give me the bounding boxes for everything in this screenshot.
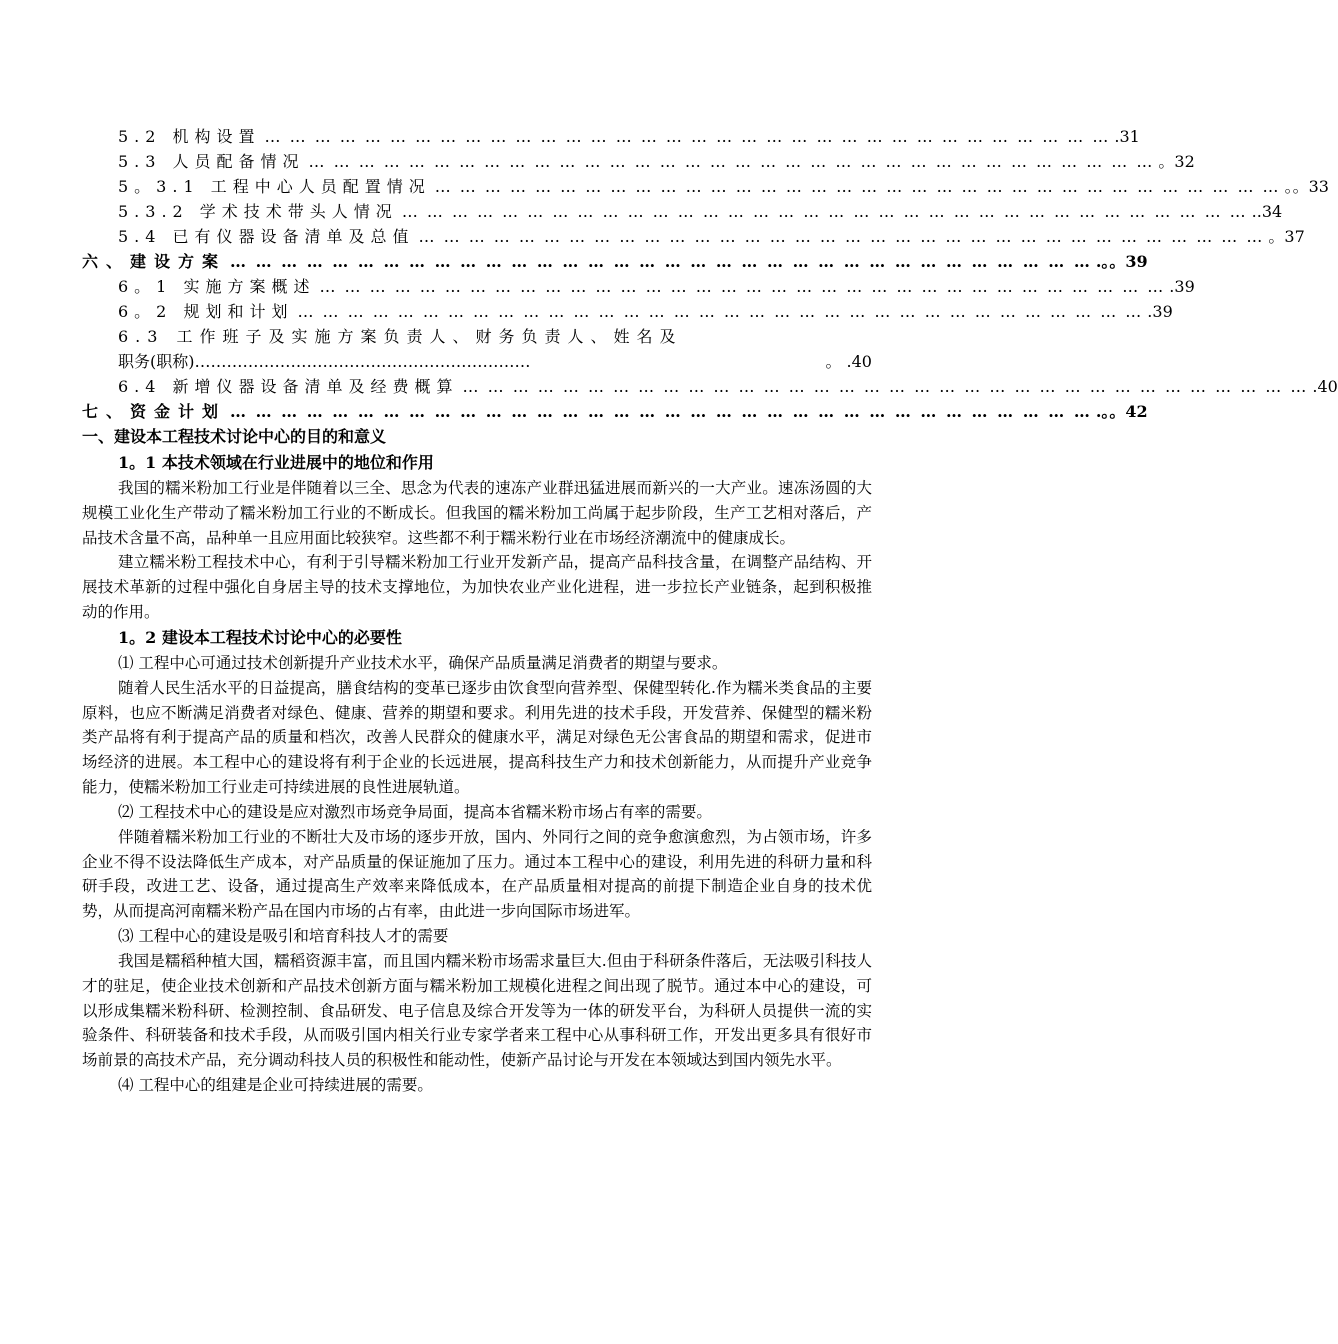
toc-leader-dots: … … … … … … … … … … … … … … … … … … … … … … … … … … … … … … … … … … (462, 377, 1309, 396)
numbered-item-heading: ⑶ 工程中心的建设是吸引和培育科技人才的需要 (118, 926, 449, 945)
paragraph: 我国的糯米粉加工行业是伴随着以三全、思念为代表的速冻产业群迅猛进展而新兴的一大产业。速冻汤圆的大规模工业化生产带动了糯米粉加工行业的不断成长。但我国的糯米粉加工尚属于起步阶段，生产工艺相对落后，产品技术含量不高，品种单一且应用面比较狭窄。这些都不利于糯米粉行业在市场经济潮流中的健康成长。 (82, 479, 872, 547)
toc-entry[interactable] (82, 324, 872, 374)
toc-leader-dots: … … … … … … … … … … … … … … … … … … … … … … … … … … … … … … … … … … (297, 302, 1144, 321)
subsection-heading: 1。1 本技术领域在行业进展中的地位和作用 (118, 453, 434, 472)
toc-entry-page: 。37 (1268, 227, 1305, 246)
toc-entry-page: .39 (1147, 302, 1173, 321)
toc-entry[interactable] (82, 149, 1195, 174)
toc-entry-label: 6。1 实施方案概述 (118, 277, 316, 296)
toc-entry[interactable] (82, 299, 1173, 324)
toc-entry-label: 5.2 机构设置 (118, 127, 261, 146)
paragraph: 随着人民生活水平的日益提高，膳食结构的变革已逐步由饮食型向营养型、保健型转化.作为糯米类食品的主要原料，也应不断满足消费者对绿色、健康、营养的期望和要求。利用先进的技术手段，开发营养、保健型的糯米粉类产品将有利于提高产品的质量和档次，改善人民群众的健康水平，满足对绿色无公害食品的期望和需求，促进市场经济的进展。本工程中心的建设将有利于企业的长远进展，提高科技生产力和技术创新能力，从而提升产业竞争能力，使糯米粉加工行业走可持续进展的良性进展轨道。 (82, 678, 872, 796)
toc-entry[interactable] (82, 374, 1338, 399)
toc-entry-page: .31 (1114, 127, 1140, 146)
toc-leader-dots: … … … … … … … … … … … … … … … … … … … … … … … … … … … … … … … … … … (308, 152, 1155, 171)
toc-entry-label: 5.4 已有仪器设备清单及总值 (118, 227, 415, 246)
toc-entry[interactable] (82, 174, 1329, 199)
toc-entry[interactable] (82, 224, 1305, 249)
numbered-item-heading: ⑷ 工程中心的组建是企业可持续进展的需要。 (118, 1075, 433, 1094)
toc-entry-page: 。 .40 (825, 352, 872, 371)
toc-entry[interactable] (82, 199, 1283, 224)
toc-entry-page: ..34 (1251, 202, 1283, 221)
toc-entry-page: .。。39 (1095, 252, 1148, 271)
toc-entry-label: 6.3 工作班子及实施方案负责人、财务负责人、姓名及 (118, 327, 683, 346)
toc-entry-page: .39 (1169, 277, 1195, 296)
subsection-heading: 1。2 建设本工程技术讨论中心的必要性 (118, 627, 402, 647)
section-heading: 一、建设本工程技术讨论中心的目的和意义 (82, 427, 387, 446)
toc-entry-label: 6。2 规划和计划 (118, 302, 294, 321)
paragraph: 我国是糯稻种植大国，糯稻资源丰富，而且国内糯米粉市场需求量巨大.但由于科研条件落后，无法吸引科技人才的驻足，使企业技术创新和产品技术创新方面与糯米粉加工规模化进程之间出现了脱节。通过本中心的建设，可以形成集糯米粉科研、检测控制、食品研发、电子信息及综合开发等为一体的研发平台，为科研人员提供一流的实验条件、科研装备和技术手段，从而吸引国内相关行业专家学者来工程中心从事科研工作，开发出更多具有很好市场前景的高技术产品，充分调动科技人员的积极性和能动性，使新产品讨论与开发在本领域达到国内领先水平。 (82, 951, 872, 1070)
toc-entry-label: 5。3.1 工程中心人员配置情况 (118, 177, 431, 196)
toc-entry-page: .。。42 (1095, 402, 1148, 421)
toc-entry-label: 六、建设方案 (82, 252, 227, 271)
document-body (82, 424, 872, 1098)
toc-entry-label-continued: 职务(职称)……………………………………………………… (118, 352, 531, 371)
toc-entry-label: 七、资金计划 (82, 402, 227, 421)
toc-entry-label: 5.3 人员配备情况 (118, 152, 305, 171)
numbered-item-heading: ⑴ 工程中心可通过技术创新提升产业技术水平，确保产品质量满足消费者的期望与要求。 (118, 653, 728, 672)
toc-leader-dots: … … … … … … … … … … … … … … … … … … … … … … … … … … … … … … … … … … (418, 227, 1265, 246)
toc-leader-dots: … … … … … … … … … … … … … … … … … … … … … … … … … … … … … … … … … … (319, 277, 1166, 296)
toc-entry-page: 。32 (1158, 152, 1195, 171)
toc-entry-label: 6.4 新增仪器设备清单及经费概算 (118, 377, 459, 396)
table-of-contents (82, 124, 1338, 424)
toc-entry-page: 。。33 (1284, 177, 1329, 196)
toc-leader-dots: … … … … … … … … … … … … … … … … … … … … … … … … … … … … … … … … … … (434, 177, 1281, 196)
toc-entry[interactable] (82, 274, 1195, 299)
paragraph: 建立糯米粉工程技术中心，有利于引导糯米粉加工行业开发新产品，提高产品科技含量，在调整产品结构、开展技术革新的过程中强化自身居主导的技术支撑地位，为加快农业产业化进程，进一步拉长产业链条，起到积极推动的作用。 (82, 553, 872, 621)
numbered-item-heading: ⑵ 工程技术中心的建设是应对激烈市场竞争局面，提高本省糯米粉市场占有率的需要。 (118, 802, 712, 821)
toc-entry[interactable] (82, 399, 1148, 424)
toc-entry[interactable] (82, 249, 1148, 274)
toc-entry-page: .40 (1312, 377, 1338, 396)
toc-entry-label: 5.3.2 学术技术带头人情况 (118, 202, 398, 221)
toc-leader-dots: … … … … … … … … … … … … … … … … … … … … … … … … … … … … … … … … … … (264, 127, 1111, 146)
toc-leader-dots: … … … … … … … … … … … … … … … … … … … … … … … … … … … … … … … … … … (401, 202, 1248, 221)
paragraph: 伴随着糯米粉加工行业的不断壮大及市场的逐步开放，国内、外同行之间的竞争愈演愈烈，为占领市场，许多企业不得不设法降低生产成本，对产品质量的保证施加了压力。通过本工程中心的建设，利用先进的科研力量和科研手段，改进工艺、设备，通过提高生产效率来降低成本，在产品质量相对提高的前提下制造企业自身的技术优势，从而提高河南糯米粉产品在国内市场的占有率，由此进一步向国际市场进军。 (82, 827, 872, 921)
toc-entry[interactable] (82, 124, 1140, 149)
toc-leader-dots: … … … … … … … … … … … … … … … … … … … … … … … … … … … … … … … … … … (230, 252, 1092, 271)
toc-leader-dots: … … … … … … … … … … … … … … … … … … … … … … … … … … … … … … … … … … (230, 402, 1092, 421)
